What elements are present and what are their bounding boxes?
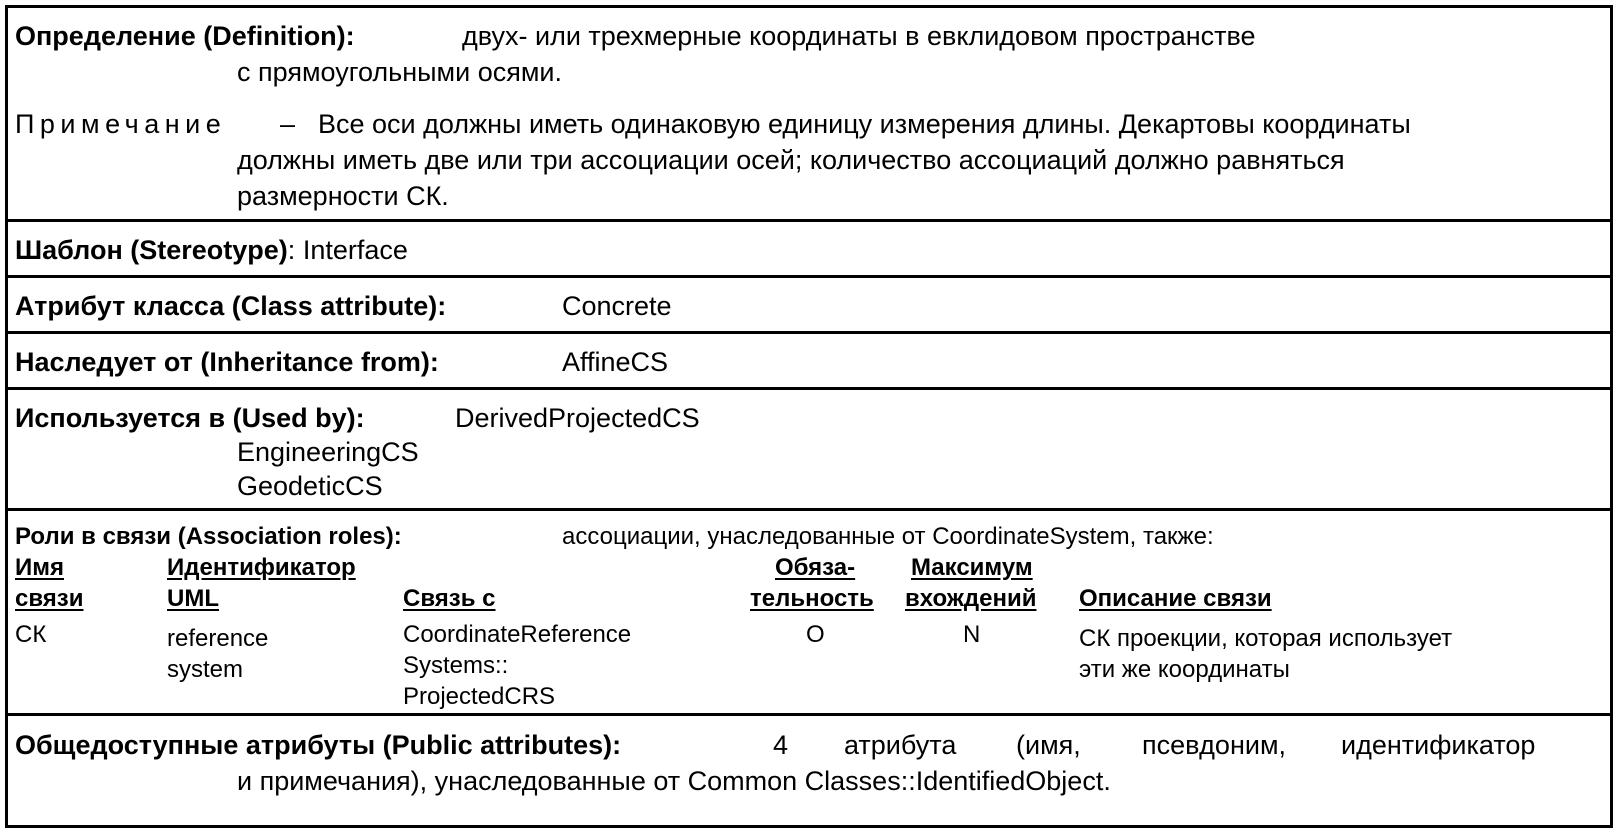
association-section [8, 511, 1610, 716]
inheritance-label: Наследует от (Inheritance from): [15, 347, 439, 377]
used-by-item: GeodeticCS [237, 471, 383, 501]
row-max-occurrences: N [963, 621, 981, 648]
class-spec-table [5, 5, 1613, 828]
note-text-line3: размерности СК. [237, 181, 449, 211]
header-max-occurrences: Максимум [911, 554, 1033, 581]
row-description: эти же координаты [1079, 656, 1290, 683]
inheritance-section [8, 334, 1610, 390]
inheritance-value: AffineCS [562, 347, 669, 377]
header-name: связи [15, 585, 84, 612]
public-attributes-section [8, 716, 1610, 825]
row-description: СК проекции, которая использует [1079, 625, 1453, 652]
header-obligation: тельность [750, 585, 874, 612]
header-max-occurrences: вхождений [905, 585, 1037, 612]
definition-label: Определение (Definition): [15, 21, 355, 51]
definition-text-line2: с прямоугольными осями. [237, 57, 562, 87]
stereotype-label: Шаблон (Stereotype) [15, 235, 288, 265]
association-label: Роли в связи (Association roles): [15, 523, 402, 550]
header-obligation: Обяза- [775, 554, 856, 581]
public-attributes-label: Общедоступные атрибуты (Public attributes): [15, 730, 622, 760]
row-uml-id: reference [167, 625, 269, 652]
public-attributes-word: 4 [773, 730, 789, 760]
public-attributes-word: псевдоним, [1142, 730, 1287, 760]
note-label: Примечание [15, 109, 227, 139]
note-dash: – [280, 109, 296, 139]
header-description: Описание связи [1079, 585, 1272, 612]
used-by-label: Используется в (Used by): [15, 403, 365, 433]
row-uml-id: system [167, 656, 244, 683]
public-attributes-line2: и примечания), унаследованные от Common Classes::IdentifiedObject. [237, 766, 1111, 796]
header-name: Имя [15, 554, 65, 581]
used-by-item: EngineeringCS [237, 437, 419, 467]
class-attribute-value: Concrete [562, 291, 672, 321]
definition-text-line1: двух- или трехмерные координаты в евклидовом пространстве [462, 21, 1256, 51]
class-attribute-section [8, 278, 1610, 334]
public-attributes-word: (имя, [1016, 730, 1081, 760]
stereotype-line [15, 234, 408, 266]
stereotype-value: Interface [302, 235, 408, 265]
row-name: СК [15, 621, 47, 648]
row-obligation: O [806, 621, 825, 648]
row-link: Systems:: [403, 652, 509, 679]
public-attributes-word: идентификатор [1341, 730, 1536, 760]
note-text-line2: должны иметь две или три ассоциации осей; количество ассоциаций должно равняться [237, 145, 1345, 175]
class-attribute-label: Атрибут класса (Class attribute): [15, 291, 447, 321]
header-link: Связь с [403, 585, 496, 612]
header-uml-id: Идентификатор [167, 554, 356, 581]
row-link: CoordinateReference [403, 621, 632, 648]
row-link: ProjectedCRS [403, 683, 556, 710]
public-attributes-word: атрибута [844, 730, 957, 760]
note-text-line1: Все оси должны иметь одинаковую единицу измерения длины. Декартовы координаты [318, 109, 1411, 139]
association-value: ассоциации, унаследованные от CoordinateSystem, также: [562, 523, 1214, 550]
used-by-section [8, 390, 1610, 511]
stereotype-section [8, 222, 1610, 278]
stereotype-colon: : [287, 235, 296, 265]
header-uml-id: UML [167, 585, 219, 612]
definition-section [8, 8, 1610, 222]
used-by-item: DerivedProjectedCS [455, 403, 700, 433]
